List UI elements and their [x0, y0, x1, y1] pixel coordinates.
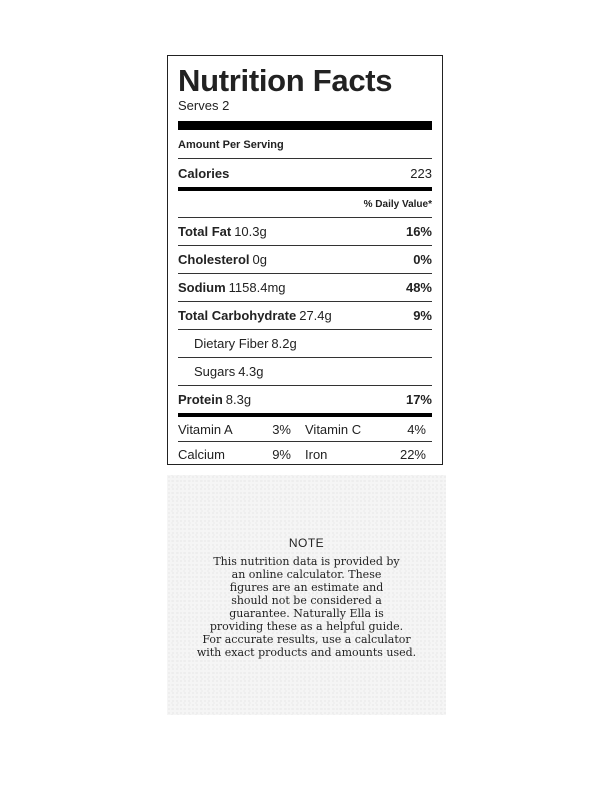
- nutrient-dv: 16%: [405, 224, 432, 239]
- vitamin-dv: 9%: [272, 446, 291, 462]
- serves-text: Serves 2: [178, 98, 230, 113]
- nutrient-amount: 1158.4mg: [228, 280, 286, 295]
- vitamin-dv: 3%: [272, 421, 291, 437]
- vitamin-row: [178, 441, 432, 466]
- nutrient-name: Sodium: [178, 280, 226, 295]
- nutrient-dv: 17%: [405, 392, 432, 407]
- nutrient-row-dietary-fiber: [178, 329, 432, 357]
- vitamin-name: Vitamin C: [305, 421, 362, 437]
- calories-label: Calories: [178, 165, 230, 181]
- note-line: This nutrition data is provided by: [213, 555, 400, 568]
- nutrient-row-cholesterol: [178, 245, 432, 273]
- note-line: For accurate results, use a calculator: [202, 633, 411, 646]
- calories-value: 223: [410, 165, 432, 181]
- nutrient-row-sugars: [178, 357, 432, 385]
- daily-value-header: % Daily Value*: [363, 198, 432, 210]
- note-text: [191, 555, 422, 659]
- nutrient-name: Sugars: [194, 364, 236, 379]
- vitamin-row: [178, 417, 432, 441]
- nutrient-name: Protein: [178, 392, 223, 407]
- vitamin-name: Vitamin A: [178, 421, 233, 437]
- nutrient-amount: 0g: [252, 252, 267, 267]
- nutrient-amount: 4.3g: [238, 364, 264, 379]
- vitamin-name: Iron: [305, 446, 328, 462]
- note-title: NOTE: [288, 536, 325, 550]
- nutrient-name: Total Fat: [178, 224, 232, 239]
- nutrient-row-sodium: [178, 273, 432, 301]
- nutrient-row-total-carbohydrate: [178, 301, 432, 329]
- thick-divider: [178, 121, 432, 130]
- nutrition-facts-title: Nutrition Facts: [178, 63, 393, 98]
- nutrient-amount: 8.2g: [271, 336, 297, 351]
- note-line: guarantee. Naturally Ella is: [229, 607, 384, 620]
- nutrient-name: Total Carbohydrate: [178, 308, 297, 323]
- nutrient-amount: 27.4g: [299, 308, 332, 323]
- nutrient-amount: 8.3g: [225, 392, 252, 407]
- vitamin-name: Calcium: [178, 446, 225, 462]
- daily-value-header-row: [178, 191, 432, 217]
- note-line: with exact products and amounts used.: [196, 646, 417, 659]
- nutrient-amount: 10.3g: [234, 224, 267, 239]
- nutrient-row-protein: [178, 385, 432, 413]
- note-line: figures are an estimate and: [229, 581, 384, 594]
- nutrient-dv: 0%: [413, 252, 432, 267]
- nutrient-row-total-fat: [178, 217, 432, 245]
- note-line: providing these as a helpful guide.: [209, 620, 404, 633]
- nutrient-dv: 9%: [413, 308, 432, 323]
- nutrient-dv: 48%: [405, 280, 432, 295]
- calories-row: [178, 158, 432, 187]
- vitamin-dv: 22%: [399, 446, 426, 462]
- amount-per-serving-row: [178, 130, 432, 158]
- note-line: should not be considered a: [231, 594, 382, 607]
- note-panel: [167, 475, 446, 715]
- nutrition-facts-label: [167, 55, 443, 465]
- note-line: an online calculator. These: [231, 568, 382, 581]
- vitamin-dv: 4%: [407, 421, 426, 437]
- nutrient-name: Dietary Fiber: [194, 336, 269, 351]
- amount-per-serving-label: Amount Per Serving: [178, 139, 284, 151]
- nutrient-name: Cholesterol: [178, 252, 250, 267]
